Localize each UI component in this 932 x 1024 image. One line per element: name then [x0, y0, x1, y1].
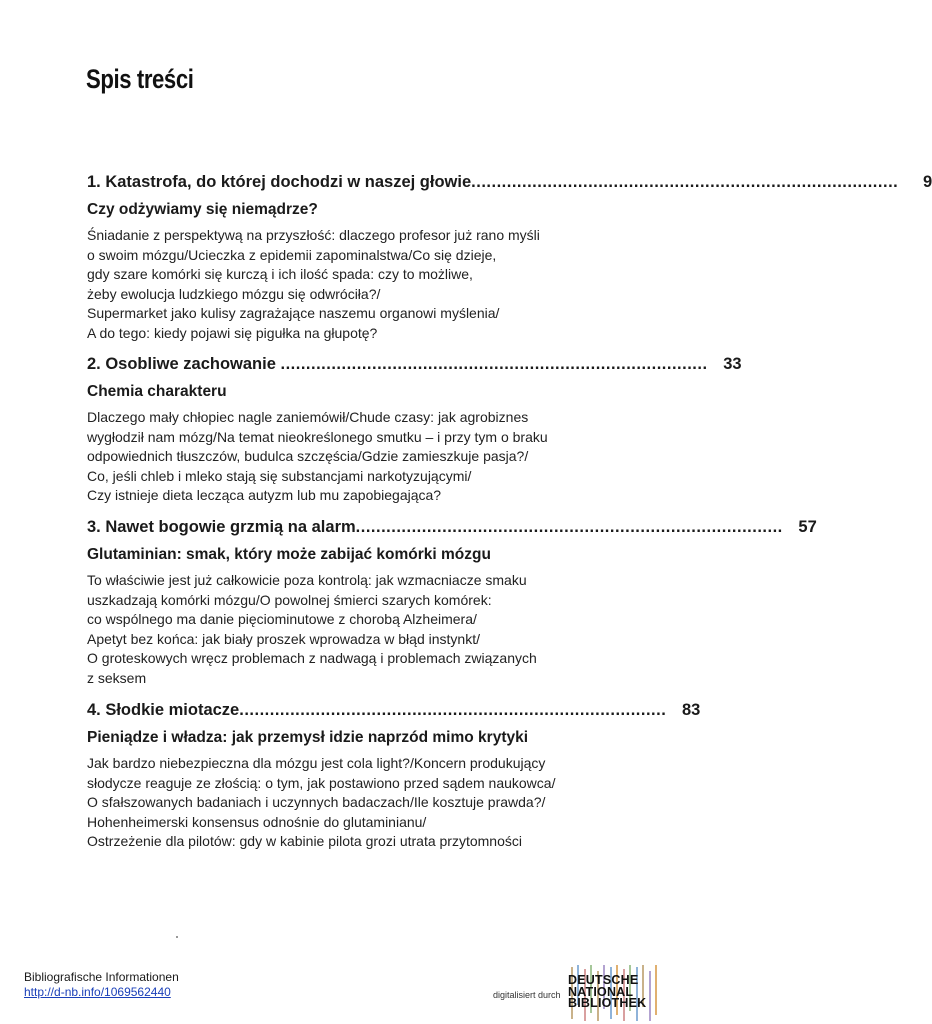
description-line: uszkadzają komórki mózgu/O powolnej śmierci szarych komórek:	[87, 591, 492, 608]
dnb-logo-line: BIBLIOTHEK	[568, 996, 647, 1010]
dnb-logo-line: NATIONAL	[568, 984, 634, 999]
description-line: o swoim mózgu/Ucieczka z epidemii zapominalstwa/Co się dzieje,	[87, 246, 497, 263]
chapter-page-number: 57	[798, 518, 817, 536]
description-line: Jak bardzo niebezpieczna dla mózgu jest cola light?/Koncern produkujący	[87, 755, 546, 771]
chapter-subtitle: Czy odżywiamy się niemądrze?	[87, 201, 318, 218]
digitalized-by-label: digitalisiert durch	[493, 990, 561, 1000]
description-line: Hohenheimerski konsensus odnośnie do glutaminianu/	[87, 813, 427, 830]
chapter-title: 1. Katastrofa, do której dochodzi w naszej głowie....................................................................................	[87, 173, 899, 191]
chapter-page-number: 9	[923, 173, 932, 191]
page-title: Spis treści	[86, 64, 194, 94]
chapter-subtitle: Glutaminian: smak, który może zabijać komórki mózgu	[87, 546, 491, 563]
dnb-logo	[566, 965, 662, 1021]
chapter-subtitle: Chemia charakteru	[87, 383, 227, 400]
bibliographic-info-label: Bibliografische Informationen	[24, 970, 179, 984]
dnb-record-link[interactable]: http://d-nb.info/1069562440	[24, 985, 171, 999]
description-line: A do tego: kiedy pojawi się pigułka na głupotę?	[87, 324, 378, 341]
bibliographic-info	[24, 970, 179, 1000]
chapter-description	[87, 754, 587, 852]
description-line: Dlaczego mały chłopiec nagle zaniemówił/Chude czasy: jak agrobiznes	[87, 409, 529, 425]
description-line: O sfałszowanych badaniach i uczynnych badaczach/Ile kosztuje prawda?/	[87, 794, 546, 810]
description-line: Apetyt bez końca: jak biały proszek wprowadza w błąd instynkt/	[87, 630, 480, 647]
toc-chapter-2[interactable]	[87, 352, 742, 506]
dnb-logo-line: DEUTSCHE	[568, 973, 639, 987]
description-line: żeby ewolucja ludzkiego mózgu się odwróciła?/	[87, 285, 381, 302]
description-line: z seksem	[87, 669, 147, 686]
chapter-title: 2. Osobliwe zachowanie ....................................................................................	[87, 355, 708, 373]
chapter-heading	[87, 515, 817, 539]
description-line: Ostrzeżenie dla pilotów: gdy w kabinie pilota grozi utrata przytomności	[87, 833, 522, 849]
leader-dots: ....................................................................................	[471, 173, 899, 191]
toc-chapter-3[interactable]	[87, 515, 817, 688]
chapter-description	[87, 408, 587, 506]
description-line: słodycze reaguje ze złością: o tym, jak postawiono przed sądem naukowca/	[87, 774, 556, 791]
description-line: Supermarket jako kulisy zagrażające naszemu organowi myślenia/	[87, 305, 500, 321]
scan-speck	[176, 936, 178, 938]
chapter-page-number: 83	[681, 701, 701, 719]
chapter-heading	[87, 698, 701, 722]
description-line: Śniadanie z perspektywą na przyszłość: dlaczego profesor już rano myśli	[87, 227, 540, 243]
description-line: odpowiednich tłuszczów, budulca szczęścia/Gdzie zamieszkuje pasja?/	[87, 448, 529, 464]
description-line: To właściwie jest już całkowicie poza kontrolą: jak wzmacniacze smaku	[87, 572, 527, 588]
leader-dots: ....................................................................................	[355, 518, 783, 536]
leader-dots: ....................................................................................	[280, 355, 708, 373]
toc-chapter-4[interactable]	[87, 698, 701, 852]
description-line: wygłodził nam mózg/Na temat nieokreślonego smutku – i przy tym o braku	[87, 428, 548, 445]
chapter-heading	[87, 170, 932, 194]
description-line: gdy szare komórki się kurczą i ich ilość spada: czy to możliwe,	[87, 266, 473, 282]
chapter-description	[87, 571, 587, 688]
description-line: co wspólnego ma danie pięciominutowe z chorobą Alzheimera/	[87, 611, 477, 627]
dnb-logo-text	[568, 975, 646, 1010]
chapter-title: 4. Słodkie miotacze....................................................................................	[87, 701, 667, 719]
chapter-page-number: 33	[723, 355, 742, 373]
toc-chapter-1[interactable]	[87, 170, 932, 343]
description-line: Co, jeśli chleb i mleko stają się substancjami narkotyzującymi/	[87, 467, 472, 484]
leader-dots: ....................................................................................	[239, 701, 667, 719]
chapter-subtitle: Pieniądze i władza: jak przemysł idzie naprzód mimo krytyki	[87, 729, 529, 746]
description-line: O groteskowych wręcz problemach z nadwagą i problemach związanych	[87, 650, 537, 666]
chapter-heading	[87, 352, 742, 376]
description-line: Czy istnieje dieta lecząca autyzm lub mu zapobiegająca?	[87, 487, 442, 503]
chapter-description	[87, 226, 587, 343]
chapter-title: 3. Nawet bogowie grzmią na alarm....................................................................................	[87, 518, 783, 536]
